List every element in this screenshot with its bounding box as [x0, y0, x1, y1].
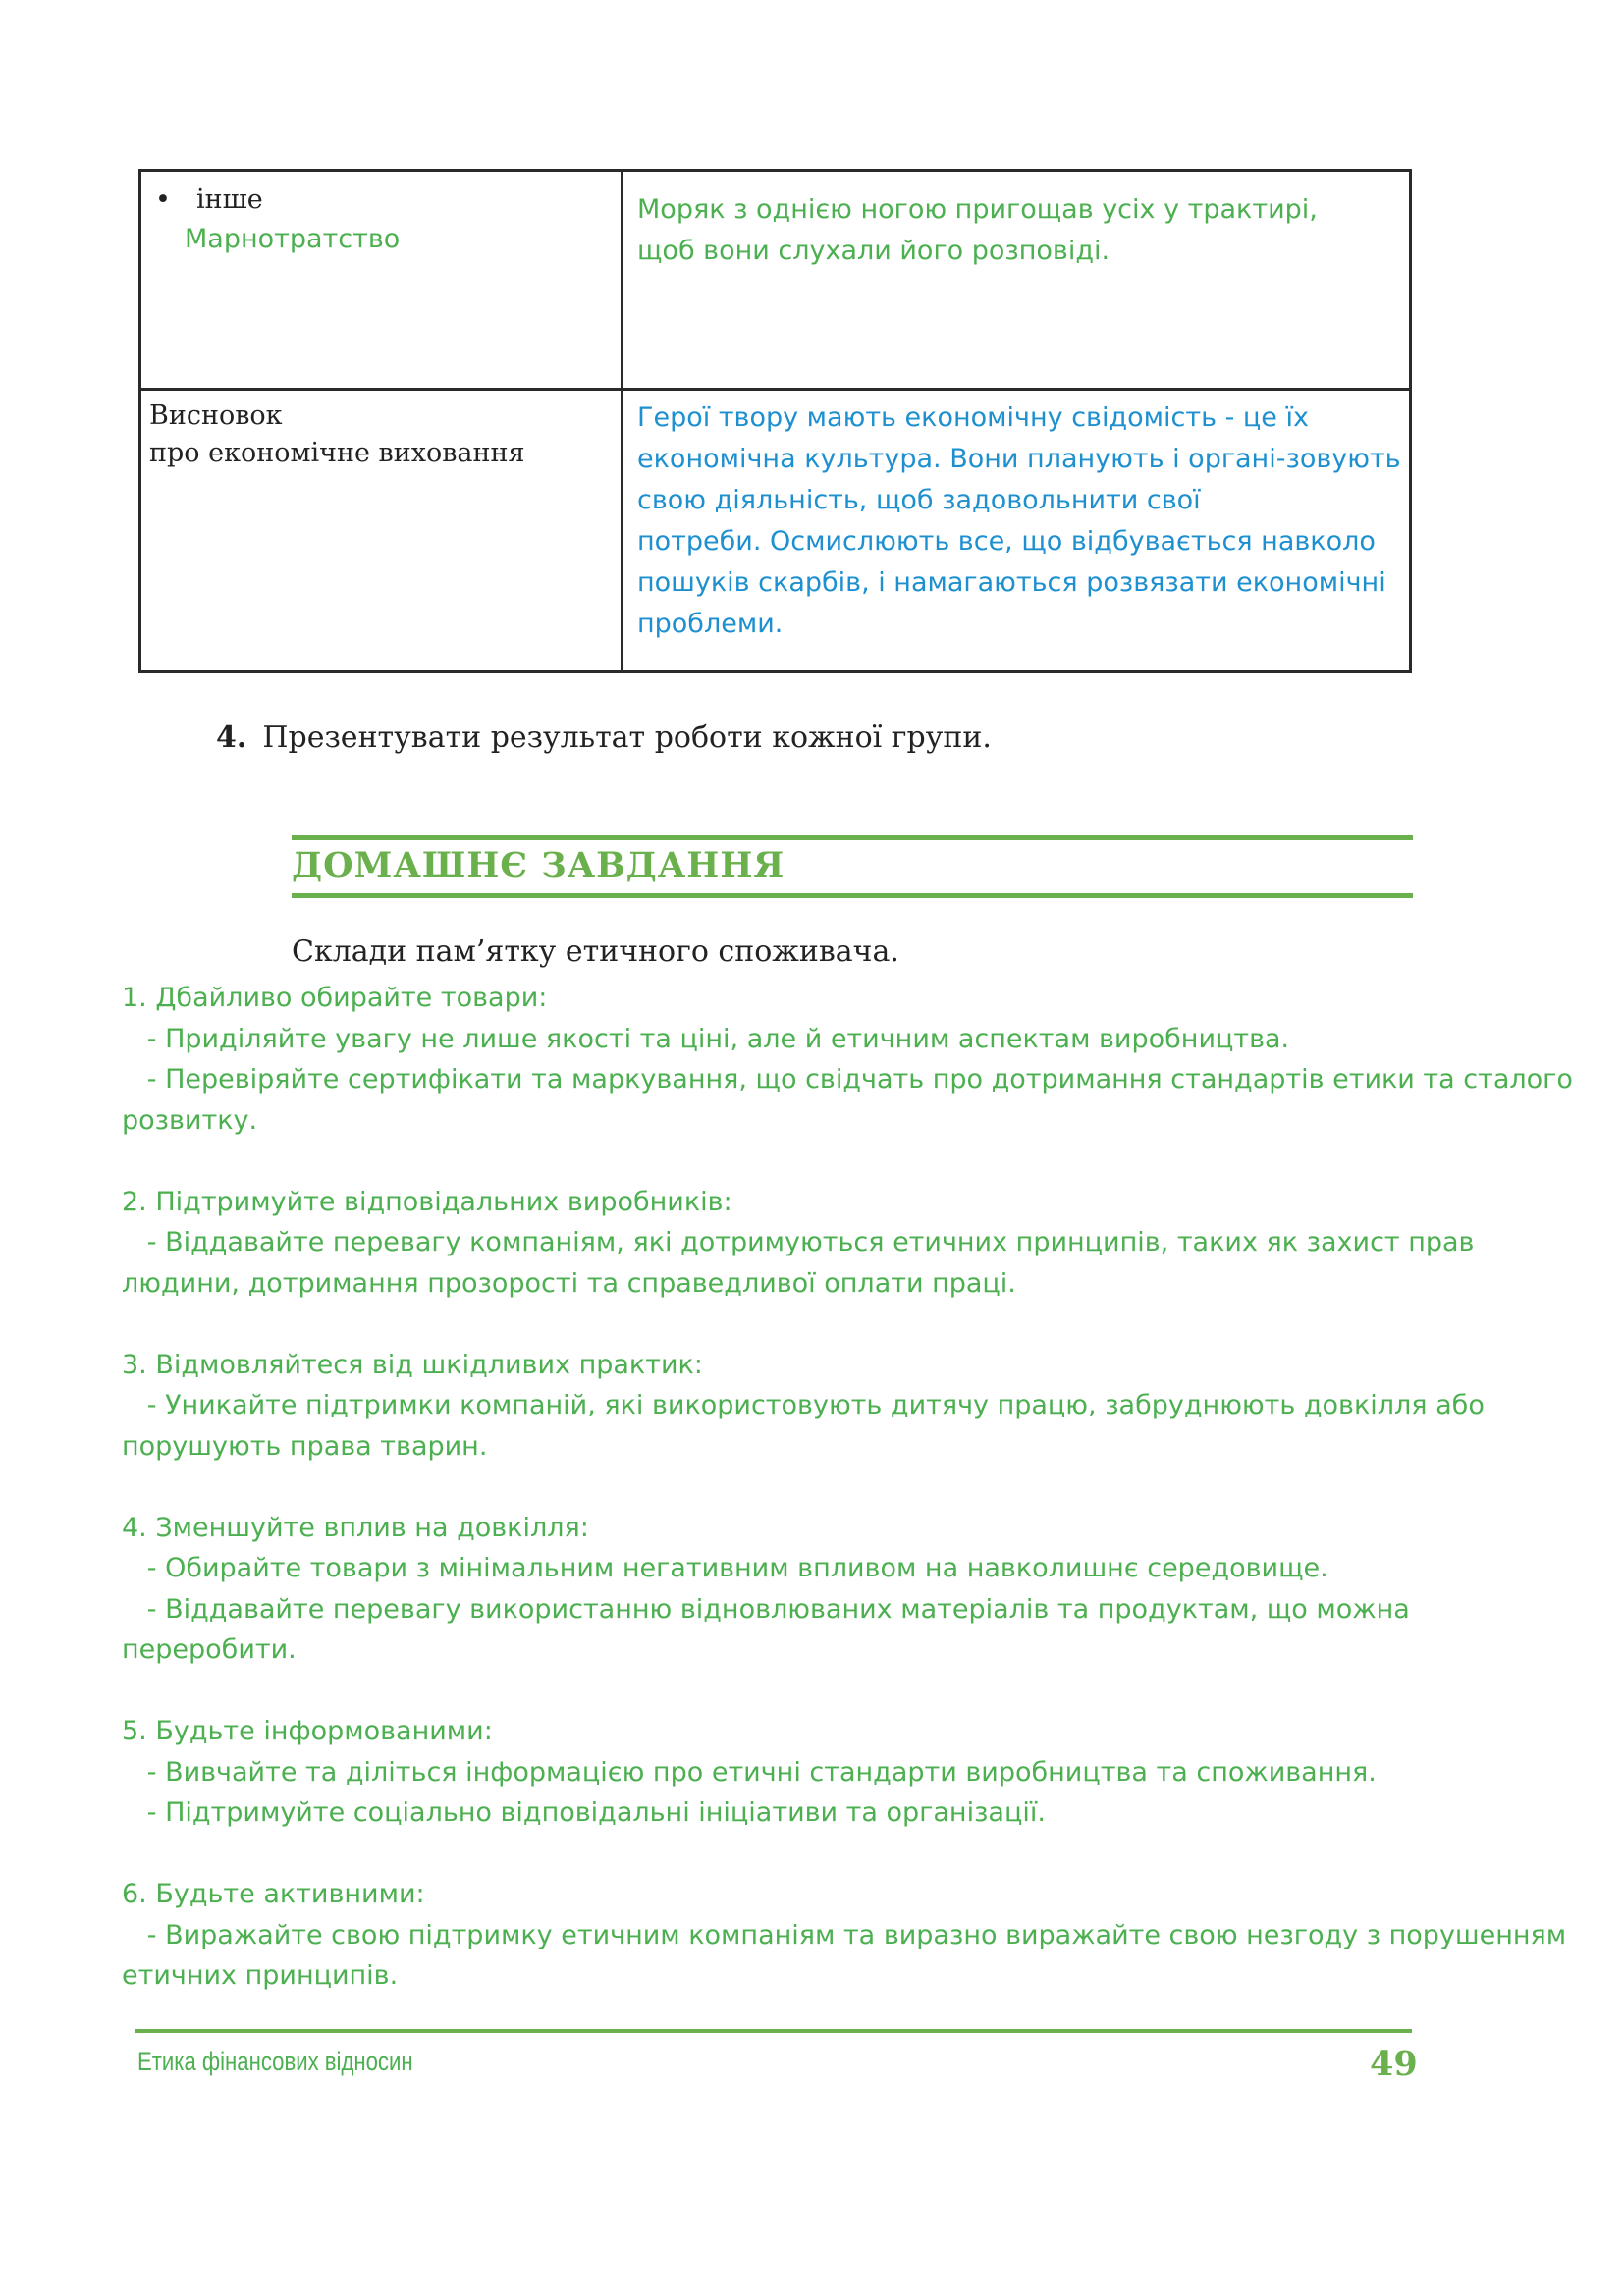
memo-line: - Вивчайте та діліться інформацією про етичні стандарти виробництва та споживання.	[122, 1756, 1377, 1788]
memo-line: - Підтримуйте соціально відповідальні ініціативи та організації.	[122, 1797, 1046, 1828]
memo-line: переробити.	[122, 1634, 297, 1665]
memo-line: 1. Дбайливо обирайте товари:	[122, 983, 548, 1013]
row1-left-value: Марнотратство	[185, 224, 401, 254]
row1-right-line: щоб вони слухали його розповіді.	[637, 236, 1110, 266]
memo-line: - Віддавайте перевагу використанню відновлюваних матеріалів та продуктам, що можна	[122, 1593, 1410, 1625]
memo-line: - Уникайте підтримки компаній, які використовують дитячу працю, забруднюють довкілля або	[122, 1390, 1485, 1420]
memo-line: - Перевіряйте сертифікати та маркування, що свідчать про дотримання стандартів етики та сталого	[122, 1064, 1573, 1095]
row2-right-line: економічна культура. Вони планують і органі-зовують	[637, 444, 1401, 474]
row2-right-line: потреби. Осмислюють все, що відбувається навколо	[637, 526, 1376, 557]
memo-line: 3. Відмовляйтеся від шкідливих практик:	[122, 1349, 703, 1380]
row2-right-line: свою діяльність, щоб задовольнити свої	[637, 485, 1201, 515]
memo-blank-line	[122, 1304, 1619, 1345]
table-row-divider	[141, 388, 1409, 391]
memo-line: 2. Підтримуйте відповідальних виробників:	[122, 1186, 732, 1217]
row2-right-cell	[637, 398, 1423, 663]
homework-prompt: Склади пам’ятку етичного споживача.	[292, 934, 899, 969]
homework-top-rule	[292, 835, 1413, 840]
analysis-table	[138, 169, 1412, 673]
row1-left-label: інше	[196, 185, 263, 215]
row2-left-line: про економічне виховання	[149, 438, 525, 468]
homework-bottom-rule	[292, 893, 1413, 898]
memo-line: - Обирайте товари з мінімальним негативним впливом на навколишнє середовище.	[122, 1553, 1328, 1583]
row2-left-line: Висновок	[149, 400, 283, 431]
memo-line: людини, дотримання прозорості та справедливої оплати праці.	[122, 1267, 1016, 1299]
row2-right-line: Герої твору мають економічну свідомість - це їх	[637, 402, 1309, 433]
memo-line: 5. Будьте інформованими:	[122, 1716, 493, 1746]
row2-right-line: пошуків скарбів, і намагаються розвязати економічні	[637, 567, 1386, 598]
task-text: Презентувати результат роботи кожної групи.	[262, 721, 992, 755]
row2-left-cell	[149, 398, 616, 663]
row2-right-line: проблеми.	[637, 609, 784, 639]
homework-title: ДОМАШНЄ ЗАВДАННЯ	[292, 845, 785, 885]
row1-right-cell	[637, 189, 1403, 386]
memo-line: - Виражайте свою підтримку етичним компаніям та виразно виражайте свою незгоду з порушенням	[122, 1919, 1567, 1950]
memo-line: етичних принципів.	[122, 1960, 399, 1991]
footer-rule	[135, 2029, 1412, 2033]
bullet-icon: •	[155, 185, 171, 215]
memo-blank-line	[122, 1467, 1619, 1508]
memo-blank-line	[122, 1141, 1619, 1182]
memo-line: 4. Зменшуйте вплив на довкілля:	[122, 1512, 589, 1543]
table-column-divider	[621, 172, 623, 670]
footer-title: Етика фінансових відносин	[137, 2047, 413, 2076]
memo-line: - Віддавайте перевагу компаніям, які дотримуються етичних принципів, таких як захист прав	[122, 1227, 1475, 1257]
memo-line: розвитку.	[122, 1104, 258, 1136]
memo-blank-line	[122, 1834, 1619, 1875]
task-item	[216, 719, 992, 758]
memo-line: - Приділяйте увагу не лише якості та ціні, але й етичним аспектам виробництва.	[122, 1023, 1290, 1054]
row1-left-cell	[155, 182, 617, 383]
memo-line: порушують права тварин.	[122, 1430, 488, 1462]
row1-right-line: Моряк з однією ногою пригощав усіх у трактирі,	[637, 194, 1318, 225]
memo-blank-line	[122, 1671, 1619, 1712]
page-number: 49	[1370, 2044, 1418, 2084]
task-number: 4.	[216, 721, 247, 755]
memo-line: 6. Будьте активними:	[122, 1879, 425, 1909]
memo-text	[122, 978, 1619, 1997]
